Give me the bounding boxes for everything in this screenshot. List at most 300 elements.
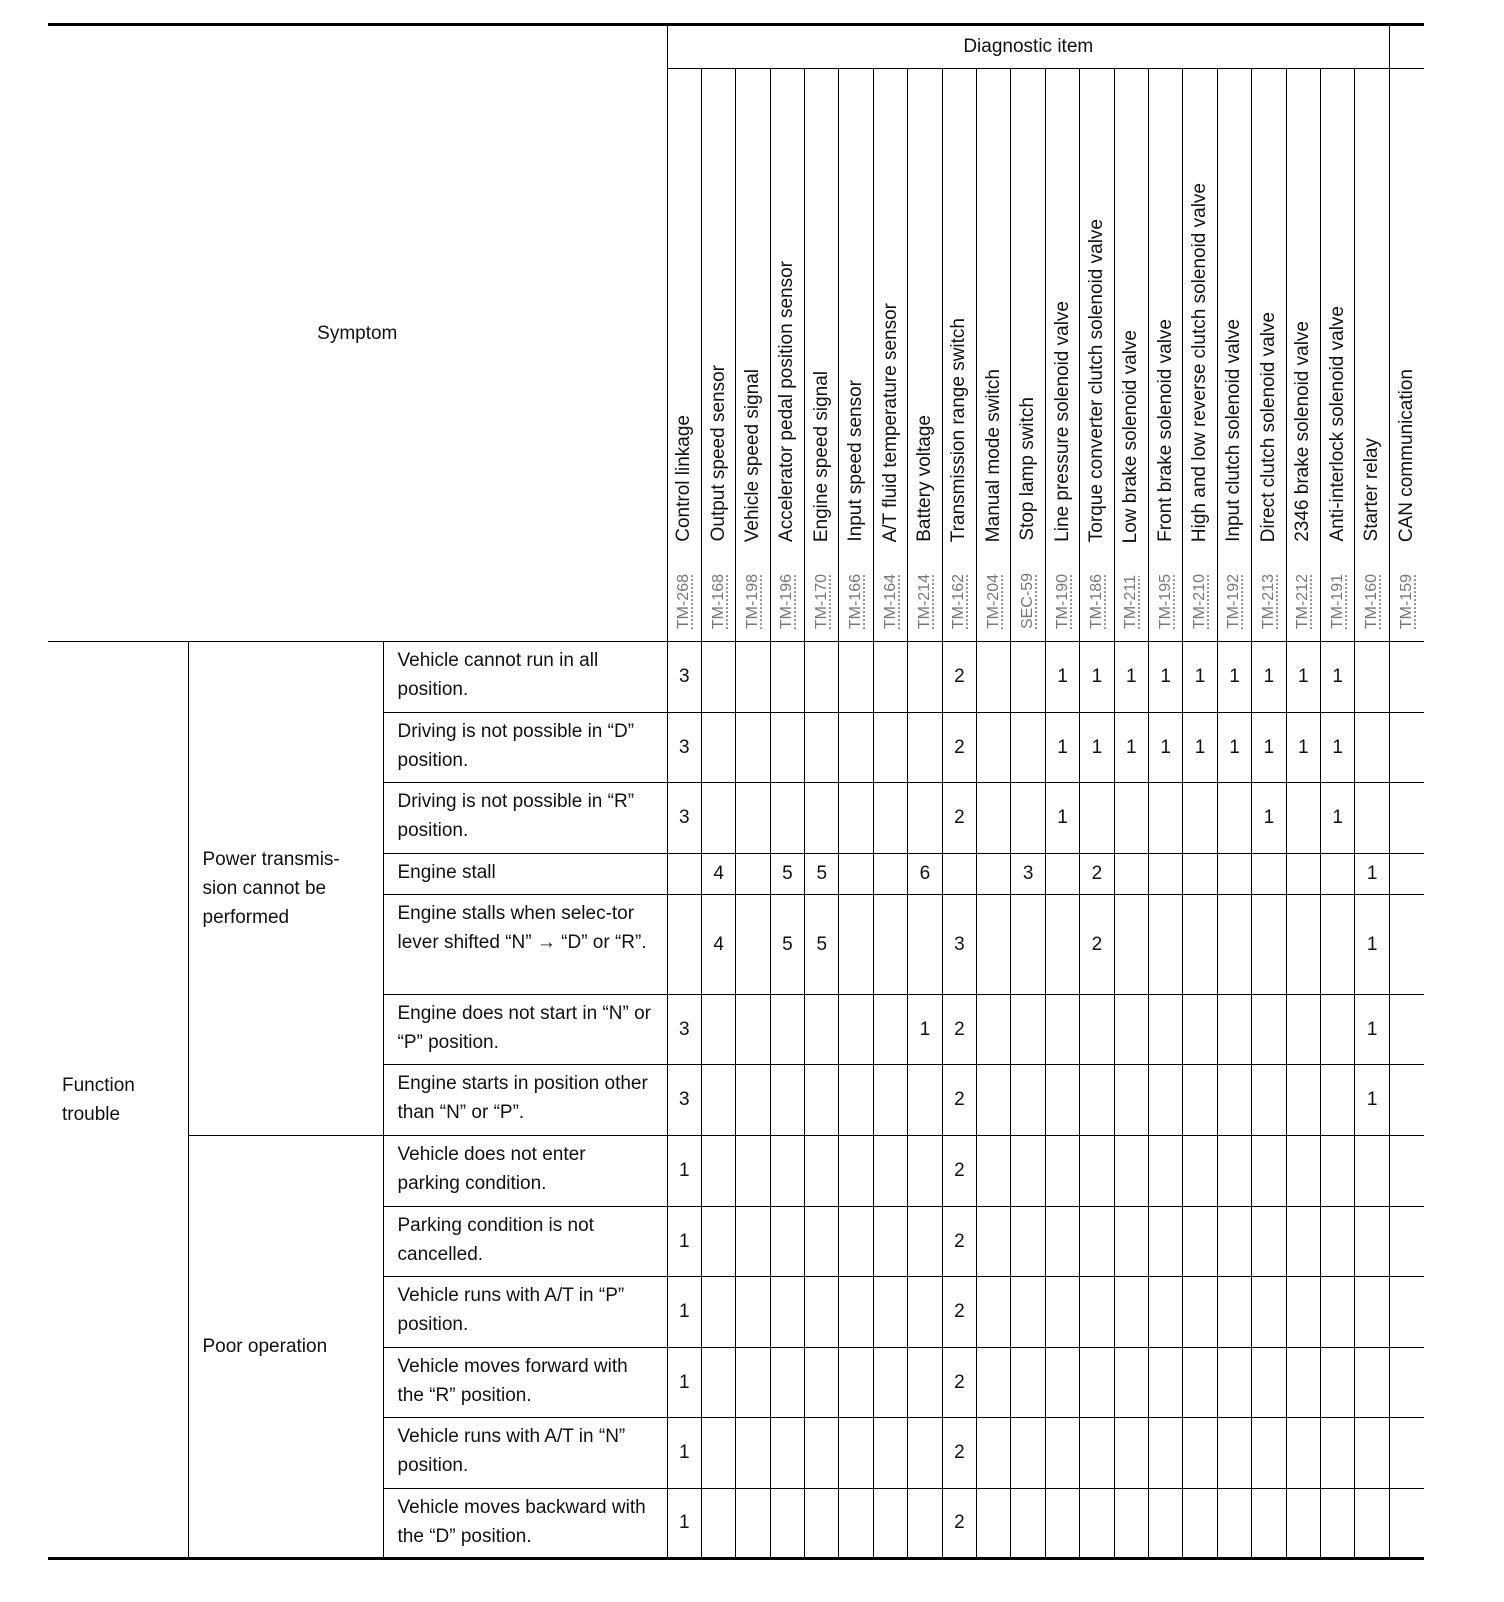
- priority-cell: 1: [1320, 713, 1354, 783]
- column-header: [839, 69, 873, 642]
- priority-cell: 5: [770, 854, 804, 895]
- priority-cell: [1217, 1065, 1251, 1136]
- priority-cell: [805, 1136, 839, 1207]
- priority-cell: 1: [1252, 713, 1286, 783]
- priority-cell: [839, 854, 873, 895]
- priority-cell: [1252, 1136, 1286, 1207]
- column-name: Engine speed signal: [810, 370, 832, 542]
- priority-cell: [873, 713, 907, 783]
- priority-cell: 1: [1149, 713, 1183, 783]
- priority-cell: [1390, 783, 1424, 854]
- priority-cell: [1080, 1136, 1114, 1207]
- reference-link[interactable]: TM-204: [984, 573, 1002, 629]
- column-name: Vehicle speed signal: [742, 368, 764, 542]
- priority-cell: [1390, 713, 1424, 783]
- priority-cell: [1149, 1348, 1183, 1418]
- priority-cell: [1390, 642, 1424, 713]
- column-name: Starter relay: [1361, 438, 1383, 542]
- priority-cell: 1: [1183, 713, 1217, 783]
- reference-link[interactable]: TM-170: [812, 573, 830, 629]
- priority-cell: [1217, 1348, 1251, 1418]
- priority-cell: 4: [701, 895, 735, 995]
- reference-link[interactable]: TM-211: [1122, 575, 1140, 629]
- priority-cell: [770, 1418, 804, 1489]
- column-name: Stop lamp switch: [1017, 397, 1039, 541]
- priority-cell: 3: [667, 995, 701, 1065]
- priority-cell: [770, 783, 804, 854]
- priority-cell: [839, 995, 873, 1065]
- priority-cell: [701, 995, 735, 1065]
- reference-link[interactable]: TM-168: [709, 573, 727, 629]
- column-name: Front brake solenoid valve: [1154, 319, 1176, 542]
- symptom-cell: Engine stall: [383, 854, 667, 895]
- priority-cell: 1: [1114, 713, 1148, 783]
- priority-cell: [701, 713, 735, 783]
- priority-cell: [1217, 895, 1251, 995]
- priority-cell: [908, 1065, 942, 1136]
- priority-cell: [1355, 1418, 1390, 1489]
- reference-link[interactable]: TM-192: [1225, 573, 1243, 629]
- priority-cell: [1045, 1277, 1079, 1348]
- priority-cell: 2: [942, 1418, 976, 1489]
- priority-cell: [1390, 1065, 1424, 1136]
- priority-cell: [770, 1065, 804, 1136]
- priority-cell: [1011, 1207, 1045, 1277]
- column-name: Torque converter clutch solenoid valve: [1085, 218, 1107, 542]
- column-header: [1045, 69, 1079, 642]
- priority-cell: 4: [701, 854, 735, 895]
- column-name: Battery voltage: [913, 415, 935, 542]
- symptom-cell: Engine stalls when selec-tor lever shifted “N” → “D” or “R”.: [383, 895, 667, 995]
- priority-cell: [736, 1277, 770, 1348]
- priority-cell: [839, 895, 873, 995]
- priority-cell: [1355, 1207, 1390, 1277]
- column-name: Input speed sensor: [845, 380, 867, 542]
- priority-cell: [873, 1065, 907, 1136]
- priority-cell: [1217, 1277, 1251, 1348]
- priority-cell: [1390, 1348, 1424, 1418]
- reference-link[interactable]: TM-186: [1087, 573, 1105, 629]
- priority-cell: 1: [1114, 642, 1148, 713]
- priority-cell: [1045, 854, 1079, 895]
- priority-cell: [908, 1418, 942, 1489]
- priority-cell: [908, 1277, 942, 1348]
- priority-cell: [1355, 1277, 1390, 1348]
- symptom-cell: Vehicle runs with A/T in “N” position.: [383, 1418, 667, 1489]
- priority-cell: [1286, 1348, 1320, 1418]
- priority-cell: 1: [1355, 995, 1390, 1065]
- reference-link[interactable]: TM-162: [950, 573, 968, 629]
- priority-cell: 1: [1045, 713, 1079, 783]
- priority-cell: [873, 783, 907, 854]
- priority-cell: 3: [667, 713, 701, 783]
- column-header: [770, 69, 804, 642]
- priority-cell: [1149, 895, 1183, 995]
- priority-cell: [1080, 1489, 1114, 1559]
- column-name: Low brake solenoid valve: [1120, 329, 1142, 544]
- symptom-cell: Driving is not possible in “R” position.: [383, 783, 667, 854]
- priority-cell: [873, 1348, 907, 1418]
- priority-cell: [908, 713, 942, 783]
- priority-cell: [1252, 995, 1286, 1065]
- priority-cell: [1217, 995, 1251, 1065]
- priority-cell: [839, 1418, 873, 1489]
- reference-link[interactable]: TM-198: [744, 573, 761, 629]
- priority-cell: [1045, 1418, 1079, 1489]
- reference-link[interactable]: TM-213: [1259, 573, 1277, 629]
- priority-cell: [1355, 642, 1390, 713]
- column-header: [1080, 69, 1114, 642]
- column-name: Accelerator pedal position sensor: [776, 260, 798, 542]
- priority-cell: [1217, 854, 1251, 895]
- priority-cell: [839, 1489, 873, 1559]
- priority-cell: [1045, 895, 1079, 995]
- priority-cell: 1: [1286, 642, 1320, 713]
- priority-cell: [1080, 1277, 1114, 1348]
- priority-cell: [701, 1348, 735, 1418]
- priority-cell: [805, 713, 839, 783]
- priority-cell: [1011, 783, 1045, 854]
- priority-cell: 1: [1252, 783, 1286, 854]
- priority-cell: 1: [667, 1277, 701, 1348]
- column-name: 2346 brake solenoid valve: [1292, 321, 1314, 542]
- priority-cell: [1390, 895, 1424, 995]
- priority-cell: [1390, 1489, 1424, 1559]
- priority-cell: [1149, 1277, 1183, 1348]
- priority-cell: [1217, 1489, 1251, 1559]
- priority-cell: 1: [1045, 783, 1079, 854]
- priority-cell: 1: [1080, 642, 1114, 713]
- priority-cell: 1: [1320, 642, 1354, 713]
- diagnosis-table: [48, 23, 1424, 1560]
- reference-link[interactable]: TM-210: [1191, 573, 1209, 629]
- priority-cell: [736, 1348, 770, 1418]
- priority-cell: [736, 1207, 770, 1277]
- priority-cell: [1252, 895, 1286, 995]
- priority-cell: [1320, 1065, 1354, 1136]
- priority-cell: [1011, 1348, 1045, 1418]
- priority-cell: [1355, 713, 1390, 783]
- priority-cell: [1320, 895, 1354, 995]
- priority-cell: [667, 854, 701, 895]
- column-name: Input clutch solenoid valve: [1223, 319, 1245, 542]
- priority-cell: [1390, 1277, 1424, 1348]
- priority-cell: [942, 854, 976, 895]
- priority-cell: [1045, 995, 1079, 1065]
- priority-cell: [1045, 1348, 1079, 1418]
- priority-cell: [908, 1136, 942, 1207]
- symptom-cell: Vehicle cannot run in all position.: [383, 642, 667, 713]
- reference-link[interactable]: SEC-59: [1019, 572, 1037, 629]
- priority-cell: [1183, 1136, 1217, 1207]
- symptom-cell: Vehicle moves backward with the “D” position.: [383, 1489, 667, 1559]
- priority-cell: [1183, 1489, 1217, 1559]
- priority-cell: [701, 1418, 735, 1489]
- column-name: A/T fluid temperature sensor: [879, 302, 901, 542]
- priority-cell: [770, 995, 804, 1065]
- column-header: [701, 69, 735, 642]
- priority-cell: 3: [942, 895, 976, 995]
- priority-cell: [839, 1348, 873, 1418]
- column-name: Manual mode switch: [982, 368, 1004, 542]
- priority-cell: [1183, 1207, 1217, 1277]
- priority-cell: [1149, 1418, 1183, 1489]
- priority-cell: [908, 1207, 942, 1277]
- priority-cell: [1355, 1348, 1390, 1418]
- priority-cell: [770, 1348, 804, 1418]
- priority-cell: 5: [805, 854, 839, 895]
- priority-cell: [1320, 995, 1354, 1065]
- column-header: [736, 69, 770, 642]
- priority-cell: 1: [667, 1207, 701, 1277]
- column-header: [1149, 69, 1183, 642]
- priority-cell: [805, 1277, 839, 1348]
- priority-cell: [701, 783, 735, 854]
- reference-link[interactable]: TM-190: [1053, 573, 1071, 629]
- priority-cell: [839, 1207, 873, 1277]
- priority-cell: [1080, 995, 1114, 1065]
- priority-cell: 1: [1252, 642, 1286, 713]
- priority-cell: [1217, 1418, 1251, 1489]
- priority-cell: [1320, 1136, 1354, 1207]
- reference-link[interactable]: TM-164: [881, 573, 899, 629]
- priority-cell: [873, 642, 907, 713]
- symptom-cell: Vehicle runs with A/T in “P” position.: [383, 1277, 667, 1348]
- priority-cell: [770, 1277, 804, 1348]
- priority-cell: 3: [667, 642, 701, 713]
- priority-cell: 1: [1320, 783, 1354, 854]
- priority-cell: 1: [1286, 713, 1320, 783]
- column-name: Anti-interlock solenoid valve: [1326, 306, 1348, 542]
- reference-link[interactable]: TM-212: [1294, 573, 1312, 629]
- priority-cell: [805, 1348, 839, 1418]
- priority-cell: [1011, 895, 1045, 995]
- priority-cell: [1252, 1418, 1286, 1489]
- priority-cell: [977, 1136, 1011, 1207]
- priority-cell: [1149, 854, 1183, 895]
- priority-cell: 1: [1217, 713, 1251, 783]
- priority-cell: [1217, 783, 1251, 854]
- priority-cell: [908, 783, 942, 854]
- priority-cell: [1252, 1207, 1286, 1277]
- priority-cell: [908, 1489, 942, 1559]
- priority-cell: [1320, 1207, 1354, 1277]
- priority-cell: [1080, 1418, 1114, 1489]
- category-cell: Function trouble: [48, 642, 188, 1559]
- priority-cell: [977, 1207, 1011, 1277]
- priority-cell: [1286, 1136, 1320, 1207]
- priority-cell: [839, 1065, 873, 1136]
- table-row: [48, 642, 1424, 713]
- priority-cell: 1: [667, 1136, 701, 1207]
- priority-cell: [1286, 783, 1320, 854]
- reference-link[interactable]: TM-196: [778, 573, 796, 629]
- group-cell: Power transmis-sion cannot be performed: [188, 642, 383, 1136]
- priority-cell: [1286, 1277, 1320, 1348]
- priority-cell: [805, 783, 839, 854]
- priority-cell: [1149, 1065, 1183, 1136]
- priority-cell: 2: [942, 1136, 976, 1207]
- priority-cell: [1286, 1207, 1320, 1277]
- priority-cell: [977, 1065, 1011, 1136]
- reference-link[interactable]: TM-214: [915, 573, 933, 629]
- priority-cell: 1: [667, 1418, 701, 1489]
- priority-cell: [1286, 854, 1320, 895]
- priority-cell: [1114, 1065, 1148, 1136]
- reference-link[interactable]: TM-268: [675, 573, 693, 629]
- priority-cell: 5: [805, 895, 839, 995]
- priority-cell: [1355, 1136, 1390, 1207]
- priority-cell: 5: [770, 895, 804, 995]
- priority-cell: [1011, 995, 1045, 1065]
- priority-cell: [736, 995, 770, 1065]
- priority-cell: 2: [1080, 854, 1114, 895]
- priority-cell: [1217, 1207, 1251, 1277]
- priority-cell: 1: [1355, 854, 1390, 895]
- priority-cell: [1114, 1207, 1148, 1277]
- reference-link[interactable]: TM-160: [1363, 573, 1381, 629]
- priority-cell: [873, 1207, 907, 1277]
- priority-cell: [1011, 1065, 1045, 1136]
- column-header: [667, 69, 701, 642]
- priority-cell: [908, 642, 942, 713]
- priority-cell: [736, 854, 770, 895]
- priority-cell: [1045, 1207, 1079, 1277]
- symptom-header: Symptom: [48, 25, 667, 642]
- priority-cell: 2: [942, 1489, 976, 1559]
- priority-cell: 1: [1045, 642, 1079, 713]
- reference-link[interactable]: TM-159: [1397, 573, 1415, 629]
- priority-cell: [701, 1207, 735, 1277]
- column-name: Control linkage: [673, 415, 695, 542]
- priority-cell: [1183, 895, 1217, 995]
- column-name: Direct clutch solenoid valve: [1257, 311, 1279, 542]
- priority-cell: [1286, 1489, 1320, 1559]
- priority-cell: 6: [908, 854, 942, 895]
- priority-cell: 1: [1149, 642, 1183, 713]
- priority-cell: 2: [942, 713, 976, 783]
- priority-cell: [1390, 1418, 1424, 1489]
- priority-cell: [701, 1065, 735, 1136]
- priority-cell: [1252, 854, 1286, 895]
- priority-cell: 2: [942, 1277, 976, 1348]
- priority-cell: 1: [908, 995, 942, 1065]
- priority-cell: [977, 1348, 1011, 1418]
- reference-link[interactable]: TM-191: [1328, 573, 1346, 629]
- priority-cell: [1149, 783, 1183, 854]
- priority-cell: [1114, 995, 1148, 1065]
- priority-cell: [873, 854, 907, 895]
- priority-cell: [1252, 1277, 1286, 1348]
- priority-cell: [1286, 1065, 1320, 1136]
- column-header: [1355, 69, 1390, 642]
- symptom-cell: Vehicle moves forward with the “R” position.: [383, 1348, 667, 1418]
- priority-cell: [736, 713, 770, 783]
- priority-cell: [1252, 1065, 1286, 1136]
- priority-cell: [1320, 1489, 1354, 1559]
- priority-cell: [873, 895, 907, 995]
- priority-cell: [736, 1136, 770, 1207]
- priority-cell: [1011, 1277, 1045, 1348]
- priority-cell: [1011, 713, 1045, 783]
- priority-cell: [1183, 1277, 1217, 1348]
- reference-link[interactable]: TM-166: [847, 573, 865, 629]
- priority-cell: [1011, 1489, 1045, 1559]
- priority-cell: 2: [942, 783, 976, 854]
- priority-cell: [908, 895, 942, 995]
- priority-cell: [1080, 1065, 1114, 1136]
- priority-cell: [1286, 1418, 1320, 1489]
- priority-cell: [1149, 1136, 1183, 1207]
- priority-cell: [805, 642, 839, 713]
- column-name: High and low reverse clutch solenoid valve: [1189, 182, 1211, 542]
- priority-cell: [977, 713, 1011, 783]
- priority-cell: [977, 854, 1011, 895]
- priority-cell: [1080, 1207, 1114, 1277]
- priority-cell: [908, 1348, 942, 1418]
- column-header: [1320, 69, 1354, 642]
- priority-cell: [839, 642, 873, 713]
- priority-cell: [770, 1207, 804, 1277]
- priority-cell: [736, 783, 770, 854]
- priority-cell: [701, 1489, 735, 1559]
- priority-cell: [701, 1277, 735, 1348]
- priority-cell: [1114, 854, 1148, 895]
- priority-cell: [1114, 895, 1148, 995]
- symptom-cell: Driving is not possible in “D” position.: [383, 713, 667, 783]
- priority-cell: [1183, 1348, 1217, 1418]
- column-header: [1217, 69, 1251, 642]
- priority-cell: 1: [1217, 642, 1251, 713]
- priority-cell: [1011, 1418, 1045, 1489]
- symptom-cell: Engine starts in position other than “N” or “P”.: [383, 1065, 667, 1136]
- priority-cell: [873, 1277, 907, 1348]
- priority-cell: [873, 995, 907, 1065]
- priority-cell: [1286, 895, 1320, 995]
- priority-cell: [1183, 1418, 1217, 1489]
- priority-cell: [770, 1489, 804, 1559]
- priority-cell: [1183, 854, 1217, 895]
- priority-cell: [977, 895, 1011, 995]
- group-cell: Poor operation: [188, 1136, 383, 1559]
- priority-cell: [873, 1489, 907, 1559]
- priority-cell: [805, 1489, 839, 1559]
- priority-cell: [839, 713, 873, 783]
- column-header: [805, 69, 839, 642]
- priority-cell: [977, 783, 1011, 854]
- priority-cell: [805, 1418, 839, 1489]
- priority-cell: [839, 783, 873, 854]
- priority-cell: [1320, 1418, 1354, 1489]
- priority-cell: [805, 1065, 839, 1136]
- symptom-cell: Engine does not start in “N” or “P” position.: [383, 995, 667, 1065]
- column-name: Transmission range switch: [948, 317, 970, 542]
- priority-cell: 2: [942, 995, 976, 1065]
- priority-cell: [1011, 642, 1045, 713]
- priority-cell: [873, 1418, 907, 1489]
- priority-cell: [1390, 854, 1424, 895]
- priority-cell: [805, 995, 839, 1065]
- priority-cell: 1: [1355, 1065, 1390, 1136]
- priority-cell: [770, 642, 804, 713]
- priority-cell: [1252, 1348, 1286, 1418]
- priority-cell: [1355, 783, 1390, 854]
- reference-link[interactable]: TM-195: [1156, 573, 1174, 629]
- column-header: [1390, 69, 1424, 642]
- priority-cell: 3: [1011, 854, 1045, 895]
- priority-cell: [1149, 995, 1183, 1065]
- priority-cell: 2: [942, 1065, 976, 1136]
